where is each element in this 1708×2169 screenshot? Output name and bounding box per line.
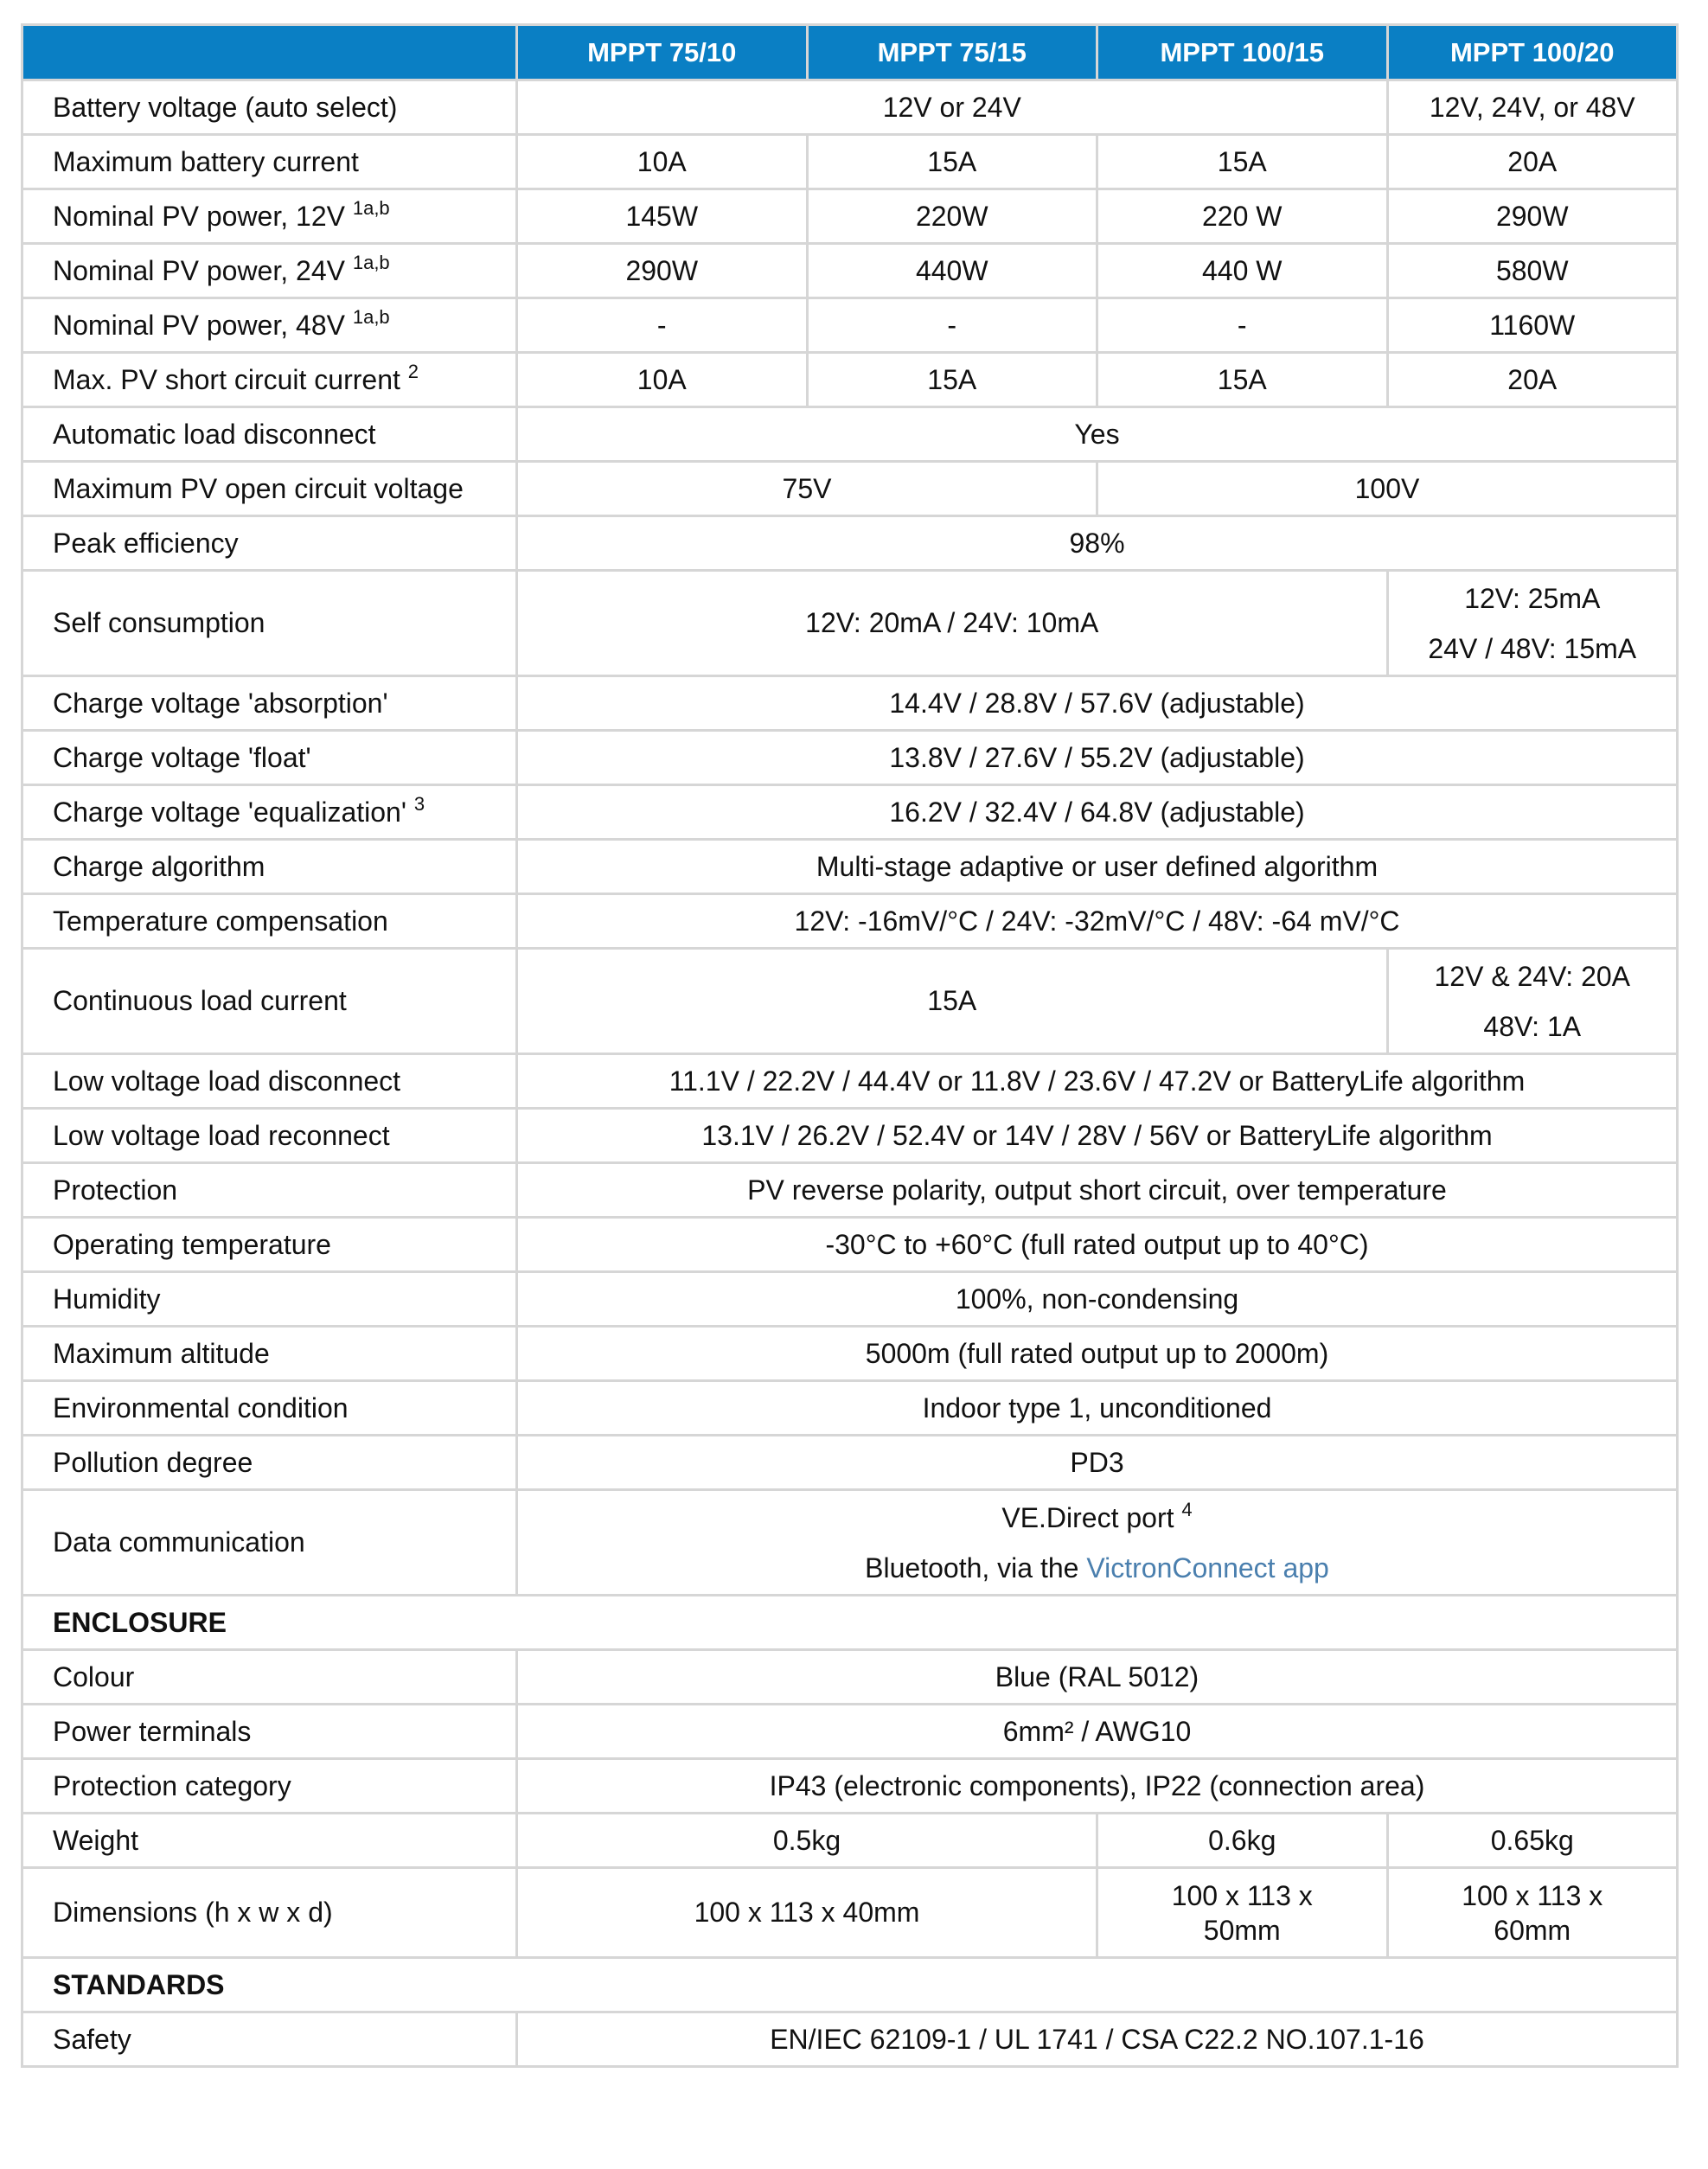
row-label: Maximum battery current (22, 135, 517, 189)
row-label: Operating temperature (22, 1218, 517, 1272)
table-row (22, 2012, 1678, 2067)
table-row (22, 353, 1678, 407)
cell-value: 13.8V / 27.6V / 55.2V (adjustable) (517, 731, 1678, 785)
cell-value (1387, 571, 1678, 676)
row-label: Self consumption (22, 571, 517, 676)
row-label: Automatic load disconnect (22, 407, 517, 462)
row-label (22, 189, 517, 244)
row-label: Colour (22, 1650, 517, 1705)
header-corner (22, 25, 517, 80)
table-row (22, 80, 1678, 135)
cell-value: - (517, 298, 808, 353)
row-label: Humidity (22, 1272, 517, 1327)
cell-value: 290W (517, 244, 808, 298)
row-label: Pollution degree (22, 1436, 517, 1490)
row-label-text: Nominal PV power, 12V (53, 200, 345, 232)
section-heading-enclosure: ENCLOSURE (22, 1596, 1678, 1650)
table-row (22, 571, 1678, 676)
footnote-ref: 4 (1181, 1498, 1193, 1520)
cell-line (518, 1543, 1676, 1593)
cell-value: 12V: -16mV/°C / 24V: -32mV/°C / 48V: -64 mV/°C (517, 894, 1678, 949)
row-label: Maximum altitude (22, 1327, 517, 1381)
cell-value: 14.4V / 28.8V / 57.6V (adjustable) (517, 676, 1678, 731)
cell-value: Yes (517, 407, 1678, 462)
cell-value: EN/IEC 62109-1 / UL 1741 / CSA C22.2 NO.107.1-16 (517, 2012, 1678, 2067)
row-label: Protection (22, 1163, 517, 1218)
table-row (22, 1759, 1678, 1814)
header-model: MPPT 100/15 (1097, 25, 1388, 80)
row-label: Power terminals (22, 1705, 517, 1759)
row-label-text: Max. PV short circuit current (53, 363, 400, 395)
cell-value (1387, 949, 1678, 1054)
table-row (22, 1327, 1678, 1381)
cell-line: 24V / 48V: 15mA (1428, 632, 1637, 664)
cell-value: 10A (517, 135, 808, 189)
cell-value: 0.6kg (1097, 1814, 1388, 1868)
table-row (22, 1868, 1678, 1958)
row-label: Environmental condition (22, 1381, 517, 1436)
table-row (22, 298, 1678, 353)
header-model: MPPT 75/10 (517, 25, 808, 80)
footnote-ref: 1a,b (352, 305, 390, 328)
cell-value (1387, 1868, 1678, 1958)
cell-value (517, 1490, 1678, 1596)
row-label: Protection category (22, 1759, 517, 1814)
cell-value: 10A (517, 353, 808, 407)
row-label: Safety (22, 2012, 517, 2067)
row-label: Charge algorithm (22, 840, 517, 894)
cell-value: - (807, 298, 1097, 353)
cell-line: 12V & 24V: 20A (1434, 960, 1631, 992)
table-row (22, 1650, 1678, 1705)
row-label (22, 244, 517, 298)
row-label: Peak efficiency (22, 516, 517, 571)
cell-value: 1160W (1387, 298, 1678, 353)
cell-value: 15A (1097, 135, 1388, 189)
cell-value: 220W (807, 189, 1097, 244)
cell-value: 220 W (1097, 189, 1388, 244)
header-model: MPPT 75/15 (807, 25, 1097, 80)
cell-value: 98% (517, 516, 1678, 571)
cell-value: Multi-stage adaptive or user defined algorithm (517, 840, 1678, 894)
row-label-text: Nominal PV power, 48V (53, 309, 345, 341)
cell-value: 0.5kg (517, 1814, 1097, 1868)
cell-value: 100V (1097, 462, 1678, 516)
row-label (22, 785, 517, 840)
cell-value: 100%, non-condensing (517, 1272, 1678, 1327)
row-label (22, 353, 517, 407)
header-model: MPPT 100/20 (1387, 25, 1678, 80)
row-label: Low voltage load reconnect (22, 1109, 517, 1163)
cell-value: 16.2V / 32.4V / 64.8V (adjustable) (517, 785, 1678, 840)
row-label-text: Charge voltage 'equalization' (53, 796, 406, 828)
section-row (22, 1596, 1678, 1650)
cell-value: Indoor type 1, unconditioned (517, 1381, 1678, 1436)
table-row (22, 189, 1678, 244)
cell-value: PD3 (517, 1436, 1678, 1490)
cell-line: 48V: 1A (1483, 1010, 1582, 1042)
table-row (22, 1218, 1678, 1272)
table-row (22, 135, 1678, 189)
footnote-ref: 3 (413, 792, 425, 815)
cell-value: PV reverse polarity, output short circuit, over temperature (517, 1163, 1678, 1218)
cell-value: 12V: 20mA / 24V: 10mA (517, 571, 1388, 676)
table-row (22, 676, 1678, 731)
cell-value: 20A (1387, 135, 1678, 189)
table-row (22, 840, 1678, 894)
cell-value: 440 W (1097, 244, 1388, 298)
cell-value: 15A (1097, 353, 1388, 407)
table-row (22, 244, 1678, 298)
cell-value: -30°C to +60°C (full rated output up to 40°C) (517, 1218, 1678, 1272)
row-label: Charge voltage 'absorption' (22, 676, 517, 731)
table-row (22, 462, 1678, 516)
cell-value: 580W (1387, 244, 1678, 298)
cell-value: 75V (517, 462, 1097, 516)
bluetooth-text: Bluetooth, via the (865, 1552, 1079, 1584)
cell-value: 440W (807, 244, 1097, 298)
cell-value: 11.1V / 22.2V / 44.4V or 11.8V / 23.6V / 47.2V or BatteryLife algorithm (517, 1054, 1678, 1109)
specification-table (21, 23, 1679, 2068)
row-label: Weight (22, 1814, 517, 1868)
cell-line (518, 1493, 1676, 1543)
table-row (22, 949, 1678, 1054)
cell-value: 5000m (full rated output up to 2000m) (517, 1327, 1678, 1381)
table-row (22, 1054, 1678, 1109)
header-row (22, 25, 1678, 80)
cell-value: IP43 (electronic components), IP22 (connection area) (517, 1759, 1678, 1814)
row-label: Maximum PV open circuit voltage (22, 462, 517, 516)
cell-value: 12V, 24V, or 48V (1387, 80, 1678, 135)
section-row (22, 1958, 1678, 2012)
footnote-ref: 2 (407, 360, 419, 382)
table-row (22, 894, 1678, 949)
cell-value: 145W (517, 189, 808, 244)
row-label: Low voltage load disconnect (22, 1054, 517, 1109)
table-row (22, 785, 1678, 840)
cell-value: 100 x 113 x 40mm (517, 1868, 1097, 1958)
cell-value: 0.65kg (1387, 1814, 1678, 1868)
cell-value (1097, 1868, 1388, 1958)
table-row (22, 1381, 1678, 1436)
cell-line: 100 x 113 x (1171, 1879, 1313, 1911)
row-label: Data communication (22, 1490, 517, 1596)
cell-value: 6mm² / AWG10 (517, 1705, 1678, 1759)
cell-line: 12V: 25mA (1464, 582, 1601, 614)
row-label: Continuous load current (22, 949, 517, 1054)
row-label: Charge voltage 'float' (22, 731, 517, 785)
row-label-text: Nominal PV power, 24V (53, 254, 345, 286)
cell-value: 13.1V / 26.2V / 52.4V or 14V / 28V / 56V or BatteryLife algorithm (517, 1109, 1678, 1163)
cell-value: Blue (RAL 5012) (517, 1650, 1678, 1705)
cell-line: 100 x 113 x (1462, 1879, 1603, 1911)
section-heading-standards: STANDARDS (22, 1958, 1678, 2012)
row-label: Temperature compensation (22, 894, 517, 949)
table-row (22, 1436, 1678, 1490)
row-label: Battery voltage (auto select) (22, 80, 517, 135)
cell-value: 15A (807, 353, 1097, 407)
cell-value: 20A (1387, 353, 1678, 407)
table-row (22, 1109, 1678, 1163)
cell-value: - (1097, 298, 1388, 353)
cell-value: 290W (1387, 189, 1678, 244)
table-row (22, 731, 1678, 785)
cell-value: 15A (517, 949, 1388, 1054)
cell-line: 50mm (1203, 1914, 1281, 1946)
table-row (22, 1705, 1678, 1759)
table-row (22, 1163, 1678, 1218)
cell-value: 15A (807, 135, 1097, 189)
table-row (22, 1490, 1678, 1596)
table-row (22, 1814, 1678, 1868)
row-label (22, 298, 517, 353)
ve-direct-text: VE.Direct port (1001, 1501, 1174, 1533)
victronconnect-link[interactable]: VictronConnect app (1086, 1552, 1329, 1584)
table-row (22, 1272, 1678, 1327)
row-label: Dimensions (h x w x d) (22, 1868, 517, 1958)
footnote-ref: 1a,b (352, 196, 390, 219)
table-row (22, 516, 1678, 571)
table-row (22, 407, 1678, 462)
footnote-ref: 1a,b (352, 251, 390, 273)
cell-line: 60mm (1494, 1914, 1571, 1946)
cell-value: 12V or 24V (517, 80, 1388, 135)
